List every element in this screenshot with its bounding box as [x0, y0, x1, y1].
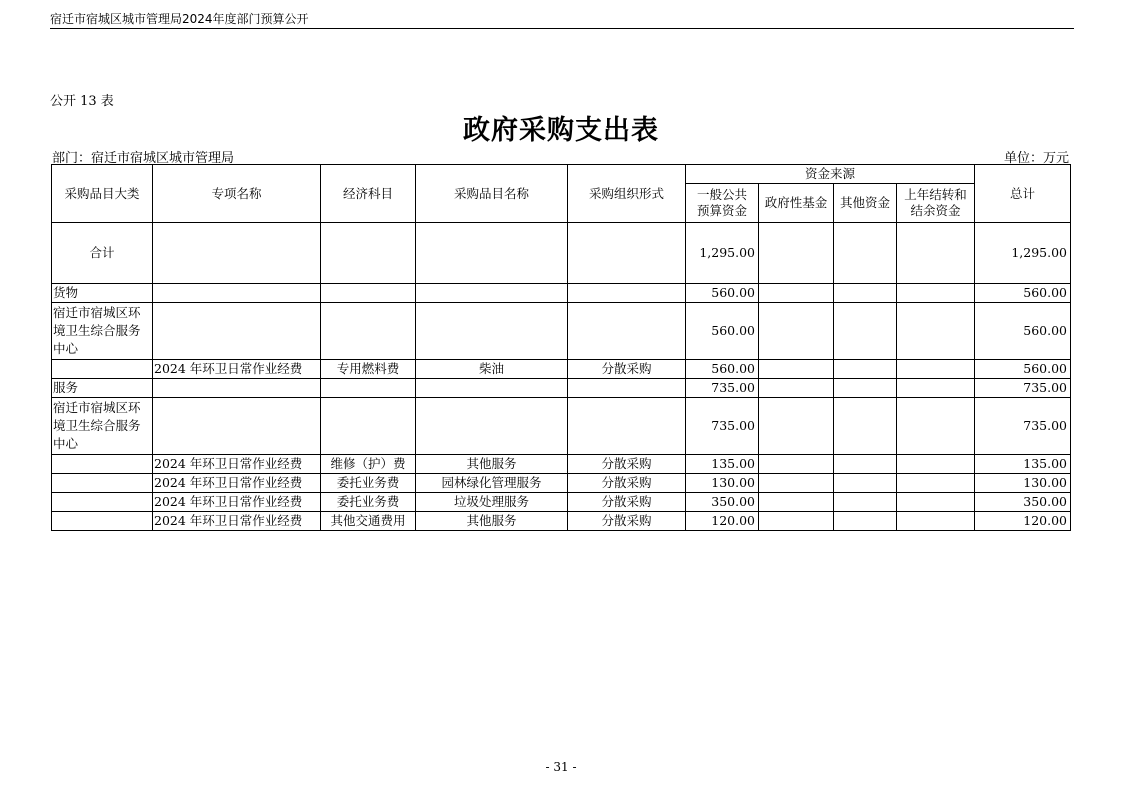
cell-category: 服务: [52, 379, 153, 398]
cell-org-form: [568, 303, 686, 360]
cell-total: 1,295.00: [975, 223, 1071, 284]
cell-org-form: 分散采购: [568, 474, 686, 493]
cell-other: [834, 379, 897, 398]
cell-total: 120.00: [975, 512, 1071, 531]
cell-econ: 维修（护）费: [321, 455, 416, 474]
cell-carryover: [897, 512, 975, 531]
cell-general: 130.00: [686, 474, 759, 493]
col-header-org-form: 采购组织形式: [568, 165, 686, 223]
cell-project: 2024 年环卫日常作业经费: [153, 455, 321, 474]
cell-item: [416, 223, 568, 284]
cell-carryover: [897, 303, 975, 360]
cell-org-form: 分散采购: [568, 360, 686, 379]
cell-gov-fund: [759, 455, 834, 474]
cell-category: 货物: [52, 284, 153, 303]
cell-general: 1,295.00: [686, 223, 759, 284]
table-row: [52, 455, 1071, 474]
cell-item: 其他服务: [416, 512, 568, 531]
cell-gov-fund: [759, 398, 834, 455]
cell-gov-fund: [759, 474, 834, 493]
col-header-funding: 资金来源: [686, 165, 975, 184]
table-row: [52, 284, 1071, 303]
cell-other: [834, 512, 897, 531]
col-header-gov-fund: 政府性基金: [759, 184, 834, 223]
cell-other: [834, 303, 897, 360]
cell-carryover: [897, 493, 975, 512]
header-rule: [50, 28, 1074, 29]
col-header-general-line2: 预算资金: [696, 203, 747, 218]
col-header-project: 专项名称: [153, 165, 321, 223]
cell-econ: [321, 223, 416, 284]
cell-general: 735.00: [686, 398, 759, 455]
cell-econ: [321, 284, 416, 303]
cell-project: [153, 223, 321, 284]
cell-other: [834, 493, 897, 512]
cell-gov-fund: [759, 379, 834, 398]
cell-carryover: [897, 284, 975, 303]
cell-other: [834, 284, 897, 303]
cell-org-form: [568, 379, 686, 398]
col-header-carryover: [897, 184, 975, 223]
cell-general: 560.00: [686, 360, 759, 379]
cell-category: [52, 512, 153, 531]
cell-other: [834, 455, 897, 474]
cell-general: 350.00: [686, 493, 759, 512]
cell-carryover: [897, 360, 975, 379]
cell-project: [153, 284, 321, 303]
table-row-total: [52, 223, 1071, 284]
col-header-general: [686, 184, 759, 223]
cell-total: 130.00: [975, 474, 1071, 493]
cell-org-form: [568, 284, 686, 303]
cell-item: 园林绿化管理服务: [416, 474, 568, 493]
cell-other: [834, 474, 897, 493]
cell-gov-fund: [759, 223, 834, 284]
cell-org-form: [568, 223, 686, 284]
cell-econ: 委托业务费: [321, 493, 416, 512]
table-row: [52, 398, 1071, 455]
cell-total: 560.00: [975, 303, 1071, 360]
cell-gov-fund: [759, 284, 834, 303]
table-row: [52, 360, 1071, 379]
col-header-other: 其他资金: [834, 184, 897, 223]
page-title: 政府采购支出表: [463, 115, 659, 146]
col-header-carryover-line2: 结余资金: [910, 203, 961, 218]
col-header-econ: 经济科目: [321, 165, 416, 223]
cell-general: 735.00: [686, 379, 759, 398]
cell-category: 合计: [52, 223, 153, 284]
table-number: 公开 13 表: [50, 94, 114, 109]
cell-org-form: 分散采购: [568, 493, 686, 512]
cell-project: 2024 年环卫日常作业经费: [153, 360, 321, 379]
cell-carryover: [897, 474, 975, 493]
table-row: [52, 379, 1071, 398]
cell-carryover: [897, 379, 975, 398]
cell-project: 2024 年环卫日常作业经费: [153, 493, 321, 512]
cell-econ: 委托业务费: [321, 474, 416, 493]
cell-total: 735.00: [975, 379, 1071, 398]
cell-item: [416, 398, 568, 455]
cell-econ: [321, 303, 416, 360]
unit-label: 单位：万元: [1003, 151, 1069, 166]
cell-econ: [321, 398, 416, 455]
cell-total: 560.00: [975, 360, 1071, 379]
cell-org-form: 分散采购: [568, 512, 686, 531]
col-header-general-line1: 一般公共: [696, 187, 747, 202]
cell-other: [834, 360, 897, 379]
cell-category: [52, 455, 153, 474]
department-label: 部门：宿迁市宿城区城市管理局: [52, 151, 235, 166]
cell-general: 120.00: [686, 512, 759, 531]
cell-project: 2024 年环卫日常作业经费: [153, 474, 321, 493]
cell-category: 宿迁市宿城区环境卫生综合服务中心: [52, 303, 153, 360]
cell-carryover: [897, 398, 975, 455]
cell-project: 2024 年环卫日常作业经费: [153, 512, 321, 531]
table-row: [52, 512, 1071, 531]
document-header: 宿迁市宿城区城市管理局2024年度部门预算公开: [50, 12, 309, 26]
cell-gov-fund: [759, 512, 834, 531]
cell-general: 560.00: [686, 303, 759, 360]
cell-econ: 其他交通费用: [321, 512, 416, 531]
cell-other: [834, 223, 897, 284]
cell-carryover: [897, 455, 975, 474]
cell-project: [153, 379, 321, 398]
cell-carryover: [897, 223, 975, 284]
cell-category: [52, 474, 153, 493]
cell-other: [834, 398, 897, 455]
cell-project: [153, 398, 321, 455]
cell-gov-fund: [759, 493, 834, 512]
cell-project: [153, 303, 321, 360]
cell-gov-fund: [759, 303, 834, 360]
procurement-table: [51, 164, 1071, 531]
cell-general: 560.00: [686, 284, 759, 303]
table-row: [52, 474, 1071, 493]
cell-category: 宿迁市宿城区环境卫生综合服务中心: [52, 398, 153, 455]
cell-item: 柴油: [416, 360, 568, 379]
cell-econ: [321, 379, 416, 398]
col-header-total: 总计: [975, 165, 1071, 223]
cell-total: 735.00: [975, 398, 1071, 455]
cell-item: 其他服务: [416, 455, 568, 474]
cell-org-form: 分散采购: [568, 455, 686, 474]
table-row: [52, 493, 1071, 512]
page-number: - 31 -: [545, 760, 577, 774]
cell-gov-fund: [759, 360, 834, 379]
cell-item: [416, 284, 568, 303]
cell-total: 135.00: [975, 455, 1071, 474]
cell-total: 350.00: [975, 493, 1071, 512]
cell-item: [416, 303, 568, 360]
cell-econ: 专用燃料费: [321, 360, 416, 379]
cell-category: [52, 493, 153, 512]
col-header-category: 采购品目大类: [52, 165, 153, 223]
cell-org-form: [568, 398, 686, 455]
cell-general: 135.00: [686, 455, 759, 474]
cell-category: [52, 360, 153, 379]
table-row: [52, 303, 1071, 360]
col-header-item: 采购品目名称: [416, 165, 568, 223]
col-header-carryover-line1: 上年结转和: [904, 187, 967, 202]
cell-total: 560.00: [975, 284, 1071, 303]
cell-item: 垃圾处理服务: [416, 493, 568, 512]
cell-item: [416, 379, 568, 398]
